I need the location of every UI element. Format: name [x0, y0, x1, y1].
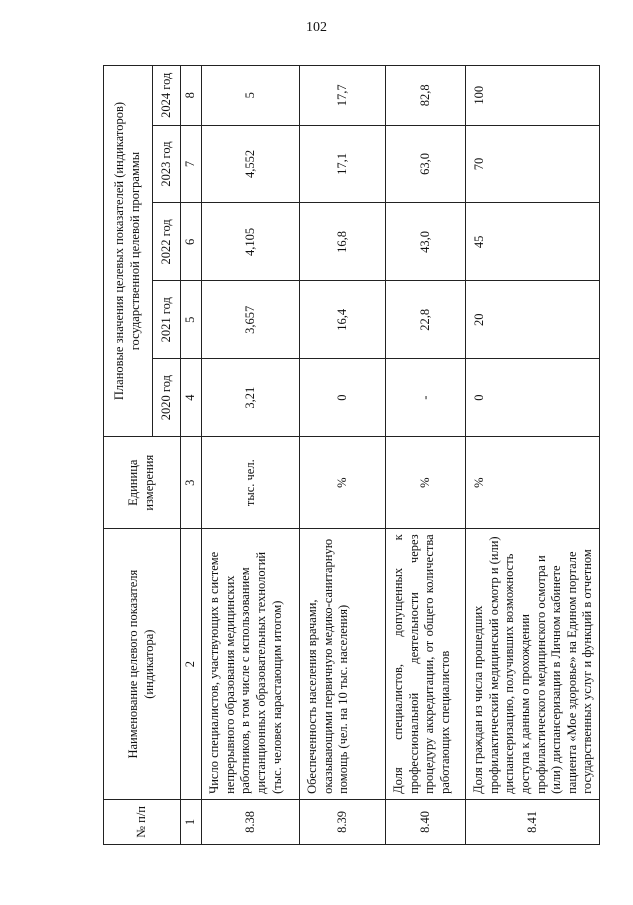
value-cell: 63,0 [386, 125, 466, 203]
row-number: 8.40 [386, 799, 466, 844]
value-cell: 17,1 [300, 125, 386, 203]
column-index: 4 [181, 359, 202, 437]
header-year: 2023 год [153, 125, 181, 203]
header-year: 2021 год [153, 281, 181, 359]
indicator-name: Обеспеченность населения врачами, оказывающими первичную медико-санитарную помощь (чел. на 10 тыс. населения) [300, 529, 386, 800]
column-index-row [181, 66, 202, 845]
row-number: 8.39 [300, 799, 386, 844]
header-unit: Единица измерения [104, 437, 181, 529]
indicator-name: Число специалистов, участвующих в системе непрерывного образования медицинских работников, в том числе с использованием дистанционных образовательных технологий (тыс. человек нарастающим итогом) [202, 529, 300, 800]
column-index: 8 [181, 66, 202, 126]
value-cell: 4,105 [202, 203, 300, 281]
value-cell: 5 [202, 66, 300, 126]
row-number: 8.41 [466, 799, 600, 844]
value-cell: - [386, 359, 466, 437]
header-row-1 [104, 66, 153, 845]
page-number: 102 [306, 20, 327, 35]
header-year: 2020 год [153, 359, 181, 437]
value-cell: 17,7 [300, 66, 386, 126]
unit-cell: % [386, 437, 466, 529]
value-cell: 16,4 [300, 281, 386, 359]
table-row [202, 66, 300, 845]
value-cell: 45 [466, 203, 600, 281]
header-name: Наименование целевого показателя (индикатора) [104, 529, 181, 800]
value-cell: 20 [466, 281, 600, 359]
value-cell: 3,657 [202, 281, 300, 359]
table-row [466, 66, 600, 845]
table-row [386, 66, 466, 845]
column-index: 3 [181, 437, 202, 529]
unit-cell: % [466, 437, 600, 529]
header-year: 2024 год [153, 66, 181, 126]
value-cell: 16,8 [300, 203, 386, 281]
column-index: 1 [181, 799, 202, 844]
indicator-name: Доля специалистов, допущенных к профессиональной деятельности через процедуру аккредитации, от общего количества работающих специалистов [386, 529, 466, 800]
indicator-name: Доля граждан из числа прошедших профилактический медицинский осмотр и (или) диспансеризацию, получивших возможность доступа к данным о прохождении профилактического медицинского осмотра и (или) диспансеризации в Личном кабинете пациента «Мое здоровье» на Едином портале государственных услуг и функций в отчетном [466, 529, 600, 800]
column-index: 2 [181, 529, 202, 800]
table-row [300, 66, 386, 845]
column-index: 6 [181, 203, 202, 281]
indicators-table [103, 65, 600, 845]
value-cell: 3,21 [202, 359, 300, 437]
value-cell: 100 [466, 66, 600, 126]
header-num: № п/п [104, 799, 181, 844]
value-cell: 70 [466, 125, 600, 203]
value-cell: 4,552 [202, 125, 300, 203]
unit-cell: тыс. чел. [202, 437, 300, 529]
rotated-table-container [103, 65, 600, 845]
value-cell: 43,0 [386, 203, 466, 281]
header-year: 2022 год [153, 203, 181, 281]
column-index: 7 [181, 125, 202, 203]
value-cell: 0 [466, 359, 600, 437]
column-index: 5 [181, 281, 202, 359]
value-cell: 82,8 [386, 66, 466, 126]
row-number: 8.38 [202, 799, 300, 844]
value-cell: 22,8 [386, 281, 466, 359]
unit-cell: % [300, 437, 386, 529]
value-cell: 0 [300, 359, 386, 437]
header-planned-group: Плановые значения целевых показателей (индикаторов) государственной целевой программы [104, 66, 153, 437]
